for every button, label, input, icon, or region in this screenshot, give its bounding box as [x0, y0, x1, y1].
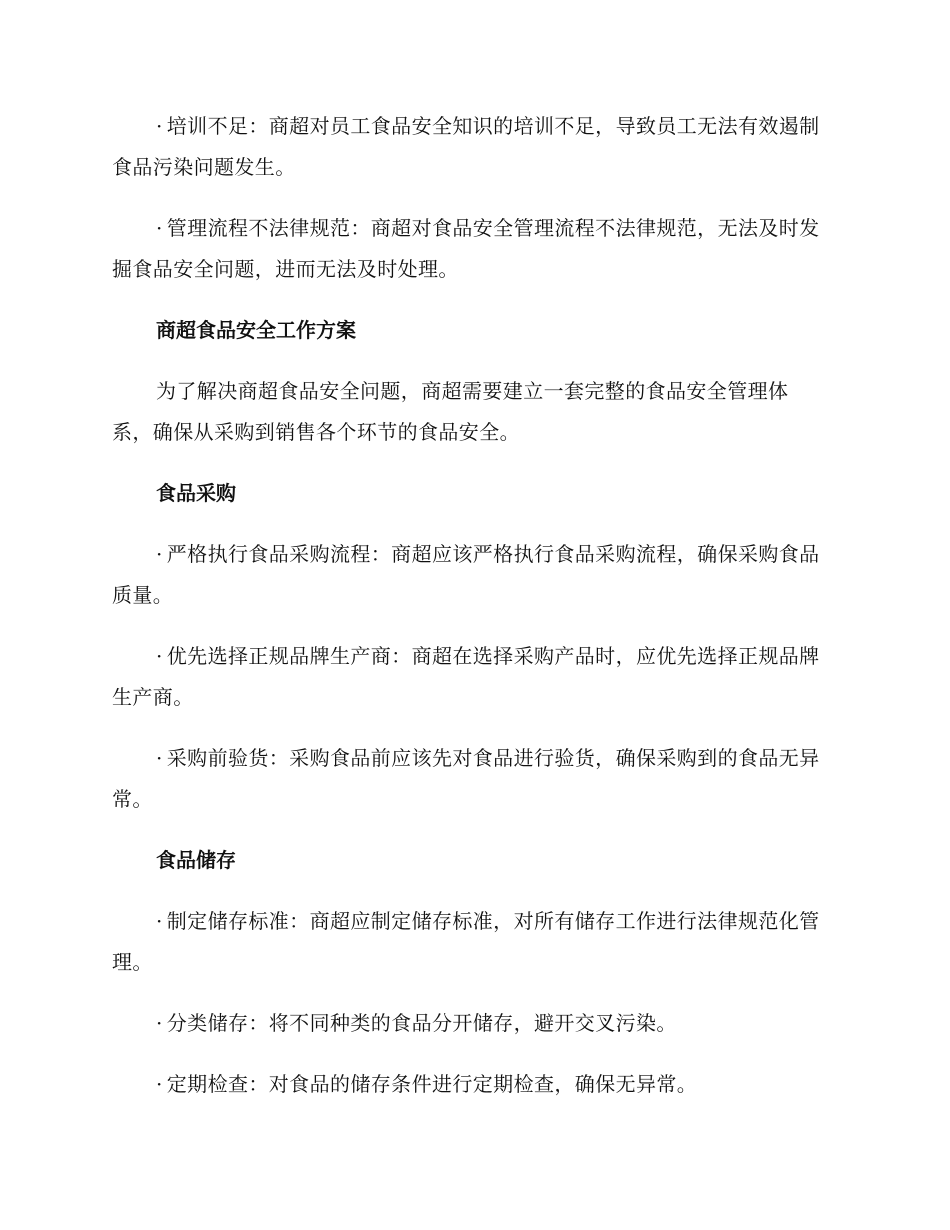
bullet-inspection [112, 738, 826, 820]
bullet-strict-purchasing [112, 534, 826, 616]
bullet-dot: · [156, 542, 163, 566]
bullet-regular-checks [112, 1064, 826, 1105]
bullet-text: 采购前验货：采购食品前应该先对食品进行验货，确保采购到的食品无异常。 [112, 746, 820, 811]
section-heading-plan: 商超食品安全工作方案 [156, 318, 356, 342]
bullet-text: 培训不足：商超对员工食品安全知识的培训不足，导致员工无法有效遏制食品污染问题发生。 [112, 114, 820, 179]
bullet-dot: · [156, 216, 163, 240]
bullet-dot: · [156, 1072, 163, 1096]
bullet-categorized-storage [112, 1003, 826, 1044]
bullet-management-process [112, 208, 826, 290]
bullet-dot: · [156, 746, 163, 770]
bullet-text: 定期检查：对食品的储存条件进行定期检查，确保无异常。 [166, 1072, 698, 1096]
bullet-training-shortage [112, 106, 826, 188]
bullet-dot: · [156, 114, 163, 138]
intro-paragraph: 为了解决商超食品安全问题，商超需要建立一套完整的食品安全管理体系，确保从采购到销售各个环节的食品安全。 [112, 379, 789, 444]
document-page [112, 106, 826, 1125]
section-heading-storage: 食品储存 [156, 848, 236, 872]
bullet-text: 管理流程不法律规范：商超对食品安全管理流程不法律规范，无法及时发掘食品安全问题，进而无法及时处理。 [112, 216, 820, 281]
bullet-dot: · [156, 909, 163, 933]
bullet-storage-standards [112, 901, 826, 983]
section-heading-purchasing: 食品采购 [156, 481, 236, 505]
bullet-text: 优先选择正规品牌生产商：商超在选择采购产品时，应优先选择正规品牌生产商。 [112, 644, 820, 709]
bullet-brand-suppliers [112, 636, 826, 718]
bullet-text: 制定储存标准：商超应制定储存标准，对所有储存工作进行法律规范化管理。 [112, 909, 820, 974]
bullet-dot: · [156, 644, 163, 668]
bullet-text: 严格执行食品采购流程：商超应该严格执行食品采购流程，确保采购食品质量。 [112, 542, 820, 607]
bullet-text: 分类储存：将不同种类的食品分开储存，避开交叉污染。 [166, 1011, 677, 1035]
bullet-dot: · [156, 1011, 163, 1035]
